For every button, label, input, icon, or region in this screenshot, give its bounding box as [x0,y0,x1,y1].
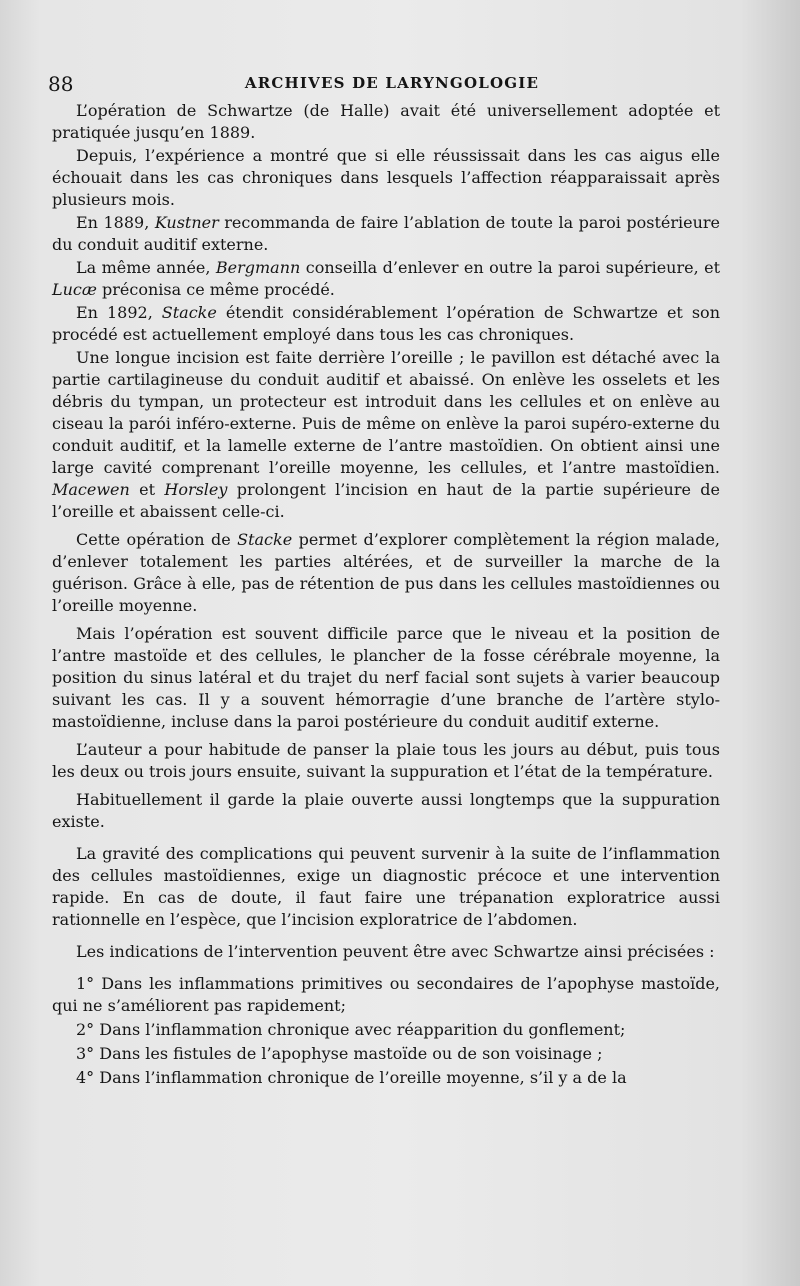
page-header [48,70,736,96]
paragraph: L’opération de Schwartze (de Halle) avait été universellement adoptée et pratiquée jusqu’en 1889. [52,101,720,142]
author-name: Stacke [237,530,293,549]
list-item: 2° Dans l’inflammation chronique avec réapparition du gonflement; [76,1020,626,1039]
list-item: 4° Dans l’inflammation chronique de l’oreille moyenne, s’il y a de la [76,1068,627,1087]
author-name: Kustner [154,213,219,232]
article-body [52,100,720,1089]
author-name: Lucæ [52,280,97,299]
paragraph: En 1889, Kustner recommanda de faire l’ablation de toute la paroi postérieure du conduit auditif externe. [52,213,721,254]
paragraph: La même année, Bergmann conseilla d’enlever en outre la paroi supérieure, et Lucæ préconisa ce même procédé. [52,258,720,299]
paragraph: Une longue incision est faite derrière l’oreille ; le pavillon est détaché avec la partie cartilagineuse du conduit auditif et abaissé. On enlève les osselets et les débris du tympan, un protecteur est introduit dans les cellules et on enlève au ciseau la parói inféro-externe. Puis de même on enlève la paroi supéro-externe du conduit auditif, et la lamelle externe de l’antre mastoïdien. On obtient ainsi une large cavité comprenant l’oreille moyenne, les cellules, et l’antre mastoïdien. Macewen et Horsley prolongent l’incision en haut de la partie supérieure de l’oreille et abaissent celle-ci. [52,348,720,521]
running-title: ARCHIVES DE LARYNGOLOGIE [244,74,540,92]
paragraph: La gravité des complications qui peuvent survenir à la suite de l’inflammation des cellules mastoïdiennes, exige un diagnostic précoce et une intervention rapide. En cas de doute, il faut faire une trépanation exploratrice aussi rationnelle en l’espèce, que l’incision exploratrice de l’abdomen. [52,844,720,929]
paragraph: Les indications de l’intervention peuvent être avec Schwartze ainsi précisées : [76,942,715,961]
paragraph: Cette opération de Stacke permet d’explorer complètement la région malade, d’enlever totalement les parties altérées, et de surveiller la marche de la guérison. Grâce à elle, pas de rétention de pus dans les cellules mastoïdiennes ou l’oreille moyenne. [52,530,720,615]
author-name: Stacke [161,303,217,322]
paragraph: Habituellement il garde la plaie ouverte aussi longtemps que la suppuration existe. [52,790,720,831]
author-name: Macewen [52,480,130,499]
paragraph: Depuis, l’expérience a montré que si elle réussissait dans les cas aigus elle échouait dans les cas chroniques dans lesquels l’affection réapparaissait après plusieurs mois. [52,146,720,209]
paragraph: L’auteur a pour habitude de panser la plaie tous les jours au début, puis tous les deux ou trois jours ensuite, suivant la suppuration et l’état de la température. [52,740,720,781]
paragraph: Mais l’opération est souvent difficile parce que le niveau et la position de l’antre mastoïde et des cellules, le plancher de la fosse cérébrale moyenne, la position du sinus latéral et du trajet du nerf facial sont sujets à varier beaucoup suivant les cas. Il y a souvent hémorragie d’une branche de l’artère stylo-mastoïdienne, incluse dans la paroi postérieure du conduit auditif externe. [52,624,720,731]
page-number: 88 [48,72,74,96]
author-name: Bergmann [215,258,301,277]
list-item: 1° Dans les inflammations primitives ou secondaires de l’apophyse mastoïde, qui ne s’améliorent pas rapidement; [52,974,720,1015]
author-name: Horsley [164,480,228,499]
list-item: 3° Dans les fistules de l’apophyse mastoïde ou de son voisinage ; [76,1044,603,1063]
paragraph: En 1892, Stacke étendit considérablement l’opération de Schwartze et son procédé est actuellement employé dans tous les cas chroniques. [52,303,720,344]
